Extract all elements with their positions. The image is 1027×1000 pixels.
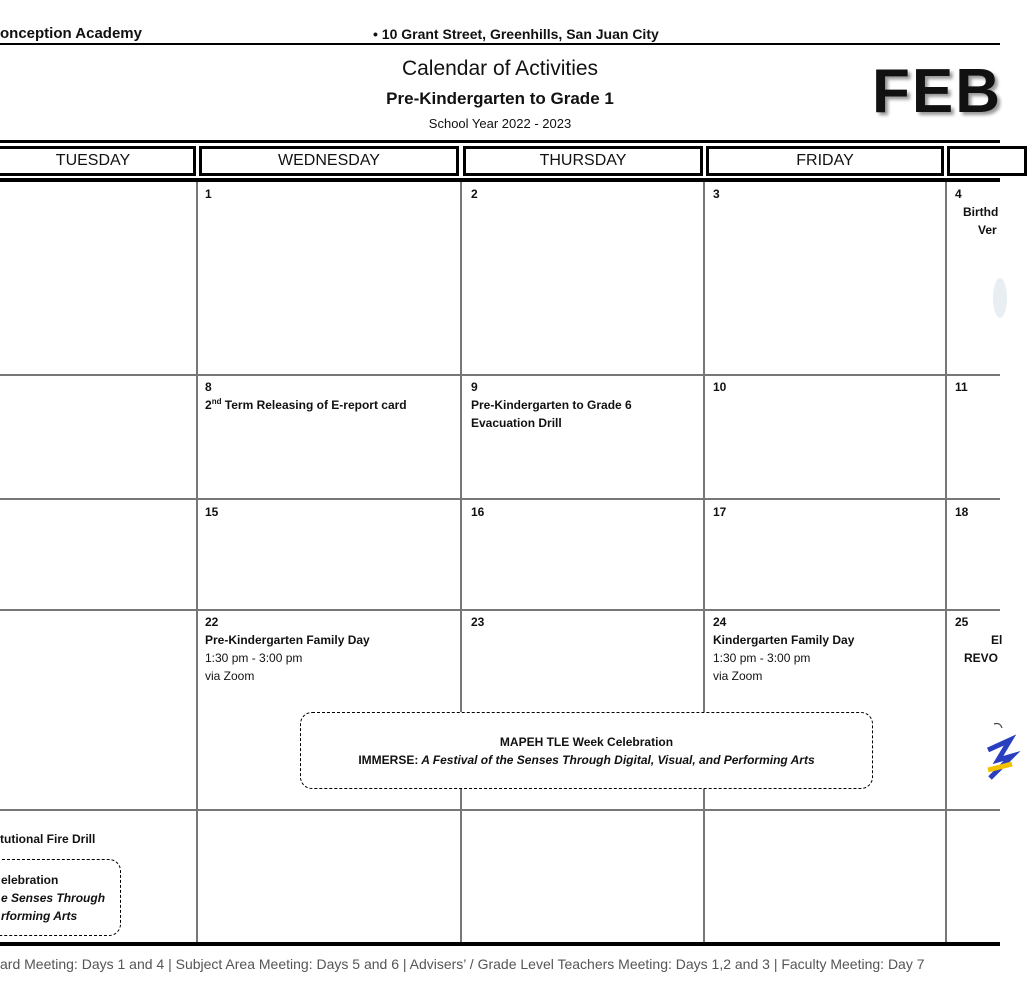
day-cell-23	[471, 613, 484, 631]
event-time: 1:30 pm - 3:00 pm	[713, 651, 811, 665]
event-text: 2nd Term Releasing of E-report card	[205, 397, 407, 412]
day-header-thursday: THURSDAY	[463, 146, 703, 176]
day-cell-24	[713, 613, 854, 685]
day-number: 2	[471, 187, 478, 201]
day-header-wednesday: WEDNESDAY	[199, 146, 459, 176]
grid-line	[703, 182, 705, 944]
event-text: Pre-Kindergarten Family Day	[205, 633, 370, 647]
logo-image	[984, 720, 1014, 782]
day-header-saturday	[947, 146, 1027, 176]
event-text: Ver	[978, 223, 997, 237]
day-number: 8	[205, 380, 212, 394]
grid-line	[196, 182, 198, 944]
calendar-title: Calendar of Activities	[401, 57, 599, 80]
day-cell-17	[713, 503, 726, 521]
grid-line	[0, 498, 1000, 500]
header-divider	[0, 43, 1000, 45]
day-cell-28	[0, 830, 95, 848]
banner-title: elebration	[1, 873, 59, 887]
day-number: 16	[471, 505, 485, 519]
day-number: 23	[471, 615, 485, 629]
banner-subtitle: IMMERSE: A Festival of the Senses Through Digital, Visual, and Performing Arts	[358, 753, 815, 767]
day-cell-11	[955, 378, 968, 396]
school-year: School Year 2022 - 2023	[428, 116, 572, 131]
grid-line	[0, 374, 1000, 376]
day-number: 22	[205, 615, 219, 629]
day-cell-25	[955, 613, 1003, 667]
event-time: 1:30 pm - 3:00 pm	[205, 651, 303, 665]
day-cell-9	[471, 378, 632, 432]
header-divider-2	[0, 140, 1000, 143]
day-cell-8	[205, 378, 407, 414]
day-number: 11	[955, 380, 968, 394]
grid-line	[0, 809, 1000, 811]
event-text: Birthd	[963, 205, 999, 219]
day-cell-18	[955, 503, 968, 521]
day-header-divider	[0, 178, 1000, 182]
day-number: 4	[955, 187, 962, 201]
grid-line	[0, 609, 1000, 611]
event-text: tutional Fire Drill	[0, 832, 96, 846]
day-cell-16	[471, 503, 484, 521]
day-cell-22	[205, 613, 370, 685]
day-number: 25	[955, 615, 969, 629]
banner-title: MAPEH TLE Week Celebration	[499, 735, 674, 749]
meeting-schedule-footer: ard Meeting: Days 1 and 4 | Subject Area Meeting: Days 5 and 6 | Advisers’ / Grade Level Teachers Meeting: Days 1,2 and 3 | Faculty Meeting: Day 7	[0, 956, 925, 972]
school-name: onception Academy	[0, 25, 142, 42]
day-cell-3	[713, 185, 720, 203]
school-address: • 10 Grant Street, Greenhills, San Juan City	[373, 26, 659, 42]
day-header-tuesday: TUESDAY	[0, 146, 196, 176]
banner-subtitle: rforming Arts	[1, 909, 78, 923]
event-text: REVO	[964, 651, 999, 665]
event-text: Evacuation Drill	[471, 416, 562, 430]
banner-subtitle: e Senses Through	[1, 891, 106, 905]
calendar-bottom-border	[0, 942, 1000, 946]
day-number: 1	[205, 187, 212, 201]
decorative-image	[993, 278, 1007, 318]
grid-line	[460, 182, 462, 944]
mapeh-week-banner	[300, 712, 873, 789]
day-number: 3	[713, 187, 720, 201]
day-header-friday: FRIDAY	[706, 146, 944, 176]
event-text: El	[991, 633, 1003, 647]
day-cell-15	[205, 503, 218, 521]
event-text: Kindergarten Family Day	[713, 633, 855, 647]
day-number: 10	[713, 380, 727, 394]
calendar-subtitle: Pre-Kindergarten to Grade 1	[386, 89, 614, 108]
day-cell-10	[713, 378, 726, 396]
day-number: 15	[205, 505, 219, 519]
day-cell-2	[471, 185, 478, 203]
month-label: FEB	[872, 57, 1002, 126]
day-number: 17	[713, 505, 727, 519]
event-venue: via Zoom	[713, 669, 763, 683]
grid-line	[945, 182, 947, 944]
event-text: Pre-Kindergarten to Grade 6	[471, 398, 632, 412]
mapeh-week-banner-continued	[0, 859, 121, 936]
day-number: 18	[955, 505, 969, 519]
day-cell-4	[955, 185, 1000, 239]
day-cell-1	[205, 185, 212, 203]
event-venue: via Zoom	[205, 669, 255, 683]
day-number: 9	[471, 380, 478, 394]
day-number: 24	[713, 615, 727, 629]
